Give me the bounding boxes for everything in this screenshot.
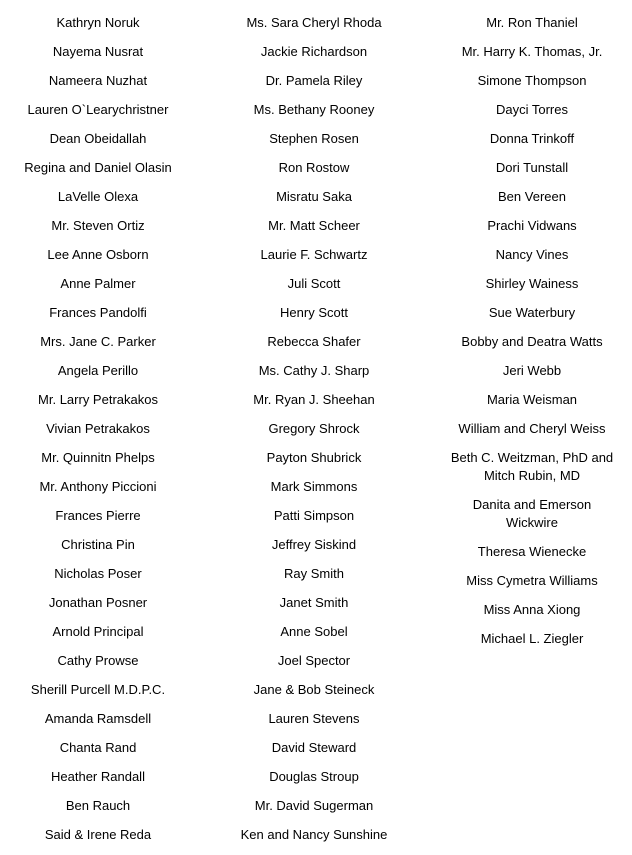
name-entry: Michael L. Ziegler xyxy=(480,631,584,646)
name-entry: Simone Thompson xyxy=(477,73,587,88)
name-entry: Mrs. Jane C. Parker xyxy=(40,334,156,349)
name-entry: Stephen Rosen xyxy=(269,131,359,146)
name-entry: Miss Anna Xiong xyxy=(483,602,581,617)
name-entry: Mr. Quinnitn Phelps xyxy=(41,450,155,465)
name-entry: Misratu Saka xyxy=(276,189,352,204)
name-entry: William and Cheryl Weiss xyxy=(458,421,606,436)
name-entry: Arnold Principal xyxy=(52,624,144,639)
name-entry: Juli Scott xyxy=(287,276,341,291)
name-entry xyxy=(434,449,630,485)
name-entry: Prachi Vidwans xyxy=(487,218,577,233)
name-entry: Frances Pierre xyxy=(55,508,141,523)
name-entry: Frances Pandolfi xyxy=(49,305,147,320)
name-entry: Maria Weisman xyxy=(486,392,578,407)
name-entry: Anne Sobel xyxy=(280,624,348,639)
name-entry: Janet Smith xyxy=(279,595,349,610)
name-entry-line: Wickwire xyxy=(506,515,558,530)
name-entry: Nayema Nusrat xyxy=(52,44,144,59)
name-entry: Miss Cymetra Williams xyxy=(466,573,598,588)
name-entry: Nameera Nuzhat xyxy=(48,73,148,88)
name-entry: Mr. Larry Petrakakos xyxy=(38,392,158,407)
name-entry: Jeffrey Siskind xyxy=(271,537,357,552)
name-entry xyxy=(434,496,630,532)
name-entry: Dori Tunstall xyxy=(495,160,569,175)
name-entry-line: Mitch Rubin, MD xyxy=(483,468,581,483)
name-entry: Nancy Vines xyxy=(495,247,569,262)
name-column-1 xyxy=(0,14,196,855)
name-entry: Heather Randall xyxy=(51,769,145,784)
name-entry: Theresa Wienecke xyxy=(477,544,587,559)
name-entry: Nicholas Poser xyxy=(54,566,142,581)
name-entry: LaVelle Olexa xyxy=(57,189,139,204)
name-entry: Mr. Steven Ortiz xyxy=(51,218,145,233)
name-entry: Jane & Bob Steineck xyxy=(253,682,375,697)
name-entry: Christina Pin xyxy=(61,537,135,552)
name-entry: Mr. Ryan J. Sheehan xyxy=(253,392,375,407)
name-entry: Dr. Pamela Riley xyxy=(265,73,363,88)
name-entry: Gregory Shrock xyxy=(268,421,360,436)
name-entry: Ben Rauch xyxy=(65,798,131,813)
name-entry: David Steward xyxy=(271,740,357,755)
name-entry: Ms. Bethany Rooney xyxy=(253,102,375,117)
name-entry: Patti Simpson xyxy=(273,508,355,523)
name-entry: Chanta Rand xyxy=(59,740,137,755)
name-entry: Laurie F. Schwartz xyxy=(260,247,368,262)
name-entry: Cathy Prowse xyxy=(57,653,139,668)
name-entry: Dayci Torres xyxy=(495,102,568,117)
name-entry: Said & Irene Reda xyxy=(44,827,152,842)
name-entry: Sherill Purcell M.D.P.C. xyxy=(30,682,166,697)
name-entry: Sue Waterbury xyxy=(488,305,576,320)
name-entry: Lee Anne Osborn xyxy=(47,247,149,262)
name-entry: Henry Scott xyxy=(280,305,348,320)
name-entry: Dean Obeidallah xyxy=(49,131,147,146)
name-entry: Mr. Ron Thaniel xyxy=(486,15,578,30)
name-entry: Mr. David Sugerman xyxy=(254,798,374,813)
name-entry: Jackie Richardson xyxy=(260,44,368,59)
name-entry: Vivian Petrakakos xyxy=(46,421,150,436)
name-entry: Ken and Nancy Sunshine xyxy=(240,827,388,842)
name-entry: Bobby and Deatra Watts xyxy=(461,334,603,349)
name-column-3 xyxy=(434,14,630,659)
name-entry: Mark Simmons xyxy=(270,479,358,494)
name-column-2 xyxy=(216,14,412,855)
name-entry: Joel Spector xyxy=(277,653,351,668)
name-entry: Douglas Stroup xyxy=(269,769,359,784)
name-entry: Kathryn Noruk xyxy=(56,15,140,30)
name-entry: Donna Trinkoff xyxy=(489,131,575,146)
name-entry: Ms. Sara Cheryl Rhoda xyxy=(246,15,382,30)
name-entry: Jonathan Posner xyxy=(48,595,148,610)
name-entry: Rebecca Shafer xyxy=(267,334,361,349)
name-entry: Amanda Ramsdell xyxy=(44,711,152,726)
name-entry: Ray Smith xyxy=(284,566,344,581)
name-entry-line: Danita and Emerson xyxy=(472,497,592,512)
name-entry: Mr. Matt Scheer xyxy=(268,218,360,233)
name-entry: Lauren Stevens xyxy=(268,711,360,726)
name-entry: Ron Rostow xyxy=(278,160,350,175)
name-entry: Mr. Harry K. Thomas, Jr. xyxy=(461,44,603,59)
name-entry: Angela Perillo xyxy=(57,363,139,378)
name-entry: Jeri Webb xyxy=(502,363,562,378)
name-entry: Regina and Daniel Olasin xyxy=(24,160,172,175)
name-entry: Payton Shubrick xyxy=(266,450,362,465)
name-entry: Lauren O`Learychristner xyxy=(27,102,169,117)
name-entry-line: Beth C. Weitzman, PhD and xyxy=(450,450,614,465)
name-entry: Shirley Wainess xyxy=(485,276,579,291)
name-entry: Anne Palmer xyxy=(60,276,136,291)
name-entry: Mr. Anthony Piccioni xyxy=(39,479,157,494)
name-entry: Ms. Cathy J. Sharp xyxy=(258,363,370,378)
name-entry: Ben Vereen xyxy=(498,189,566,204)
